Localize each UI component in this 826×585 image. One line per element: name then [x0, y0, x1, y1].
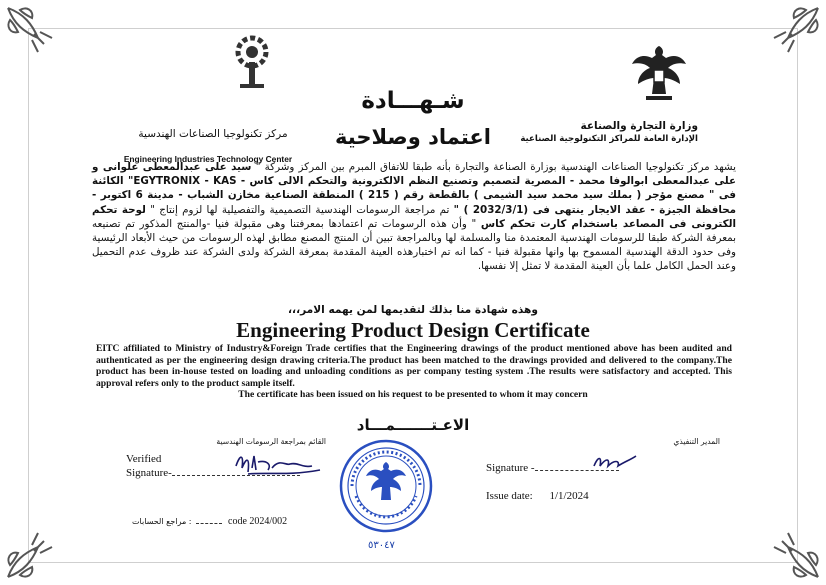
corner-ornament-icon	[4, 525, 60, 581]
official-seal-icon	[338, 438, 434, 534]
company-owners: سيد على عبدالمعطى علوانى و على عبدالمعطى ابوالوفا محمد	[92, 161, 736, 188]
accreditation-heading: الاعـتـــــــمـــاد	[356, 416, 470, 434]
issue-date-value: 1/1/2024	[549, 490, 589, 502]
certificate-title-en: Engineering Product Design Certificate	[236, 318, 590, 342]
code-value: 2024/002	[249, 516, 288, 527]
code-block	[128, 516, 287, 527]
director-signature-icon	[590, 448, 640, 472]
issue-date-label: Issue date:	[486, 490, 533, 502]
body-ar-part: يشهد مركز تكنولوجيا الصناعات الهندسية بوزارة الصناعة والتجارة بأنه طبقا للاتفاق المبرم بين المركز وشركة "	[255, 161, 736, 173]
body-ar-part: تم مراجعة الرسومات الهندسية التصميمية والتفصيلية لها لزوم إنتاج "	[145, 203, 454, 216]
authority-name: الإدارة العامة للمراكز التكنولوجية الصناعية	[520, 134, 698, 144]
director-title: المدير التنفيذي	[673, 437, 720, 446]
english-body-text: EITC affiliated to Ministry of Industry&Foreign Trade certifies that the Engineering drawings of the product mentioned above has been audited and authenticated as per the engineering design drawing criteria.The product has been matched to the drawings provided and delivered to the company.The product has been in-house tested on loading and unloading conditions as per company testing system .The results were satisfactory and accepted. This approval refers only to the product sample itself.	[96, 343, 732, 389]
closing-text-ar: وهذه شهادة منا بذلك لتقديمها لمن يهمه الامر،،،	[288, 304, 538, 316]
company-address: " الكائنة فى " مصنع مؤجر ( بملك سيد محمد سيد الشيمى ) بالقطعة رقم ( 215 ) المنطقة الصناعية مخازن الشباب - مدينة 6 اكتوبر - محافظة الجيزة - عقد الايجار ينتهى فى (2032/3/1 ) "	[92, 175, 736, 216]
english-note: The certificate has been issued on his request to be presented to whom it may concern	[238, 389, 588, 400]
issue-date-block	[486, 490, 589, 502]
eitc-english-name: Engineering Industries Technology Center	[123, 154, 293, 164]
certificate-subtitle-ar: اعتماد وصلاحية	[335, 125, 491, 149]
reviewer-title: القائم بمراجعة الرسومات الهندسية	[216, 437, 326, 446]
corner-ornament-icon	[766, 525, 822, 581]
arabic-body-text	[92, 160, 736, 274]
code-label: code	[228, 516, 247, 527]
signature-label: Signature -	[486, 462, 535, 474]
accounts-review-line	[196, 523, 222, 524]
company-name: - المصرية لتصميم وتصنيع النظم الالكترونية والتحكم الالى كاس - EGYTRONIX - KAS	[133, 175, 575, 188]
seal-number: ٥٣٠٤٧	[368, 540, 395, 551]
corner-ornament-icon	[766, 4, 822, 60]
accounts-review-label: مراجع الحسابات :	[132, 517, 192, 526]
verified-signature-label: Signature-	[126, 467, 172, 479]
body-ar-part: " وأن هذه الرسومات تم اعتمادها بمعرفتنا وهى مقبولة فنيا -والمنتج المذكور تم تصنيعه بمعرفة الشركة طبقا للرسومات الهندسية المعتمدة منا والمسلمة لها وبالمراجعة تبين أن المنتج المصنع مطابق لهذه الرسومات من حيث الأبعاد الرئيسية وفى حدود الدقة الهندسية المسموح بها وانها مقبولة فنيا - كما انه تم اختبارهذه العينة المقدمة بمعرفة الشركة ولدى الشركة عند ظروف عدم التحميل وعند الحمل الكامل علما بأن العينة المقدمة لا تمثل إلا نفسها.	[92, 217, 736, 273]
ministry-name: وزارة التجارة والصناعة	[580, 120, 698, 132]
verified-label: Verified	[126, 453, 162, 465]
reviewer-signature-icon	[228, 448, 328, 482]
eitc-arabic-name: مركز تكنولوجيا الصناعات الهندسية	[138, 128, 288, 140]
certificate-title-ar: شـهـــادة	[361, 88, 465, 114]
product-name: لوحة تحكم الكترونى فى المصاعد باستخدام كارت تحكم كاس	[92, 203, 736, 230]
gear-logo-icon	[228, 32, 276, 92]
corner-ornament-icon	[4, 4, 60, 60]
